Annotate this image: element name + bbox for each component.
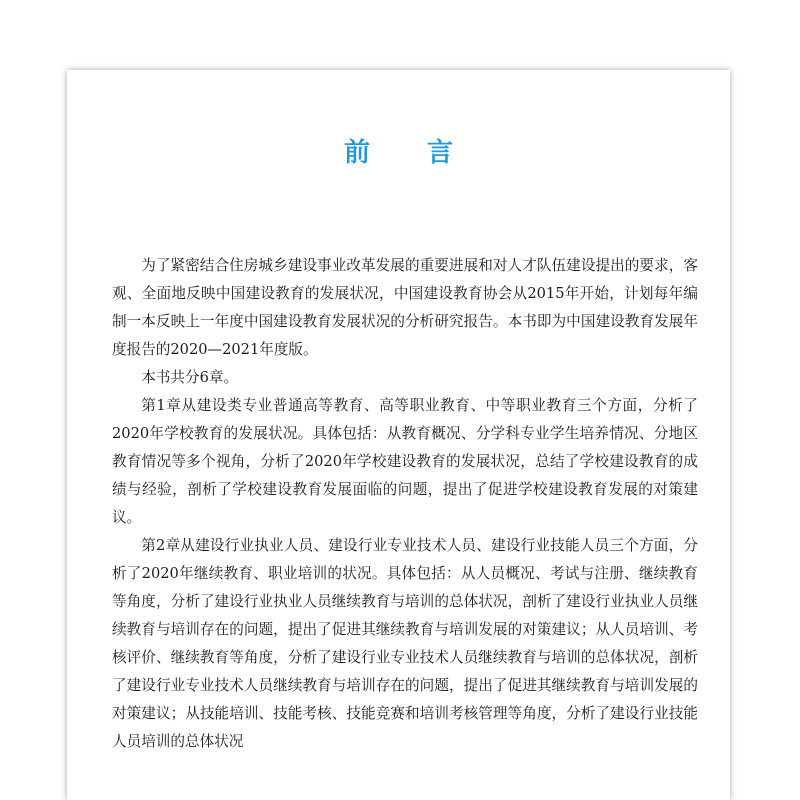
page-title: 前 言 (343, 138, 478, 168)
document-page (67, 70, 730, 800)
paragraph-chapter-2: 第2章从建设行业执业人员、建设行业专业技术人员、建设行业技能人员三个方面，分析了2020年继续教育、职业培训的状况。具体包括：从人员概况、考试与注册、继续教育等角度，分析了建设行业执业人员继续教育与培训的总体状况，剖析了建设行业执业人员继续教育与培训存在的问题，提出了促进其继续教育与培训发展的对策建议；从人员培训、考核评价、继续教育等角度，分析了建设行业专业技术人员继续教育与培训的总体状况，剖析了建设行业专业技术人员继续教育与培训存在的问题，提出了促进其继续教育与培训发展的对策建议；从技能培训、技能考核、技能竞赛和培训考核管理等角度，分析了建设行业技能人员培训的总体状况 (112, 537, 698, 750)
paragraph-chapter-count: 本书共分6章。 (141, 369, 239, 386)
paragraph-intro: 为了紧密结合住房城乡建设事业改革发展的重要进展和对人才队伍建设提出的要求，客观、全面地反映中国建设教育的发展状况，中国建设教育协会从2015年开始，计划每年编制一本反映上一年度中国建设教育发展状况的分析研究报告。本书即为中国建设教育发展年度报告的2020—2021年度版。 (112, 257, 698, 358)
paragraph-chapter-1: 第1章从建设类专业普通高等教育、高等职业教育、中等职业教育三个方面，分析了2020年学校教育的发展状况。具体包括：从教育概况、分学科专业学生培养情况、分地区教育情况等多个视角，分析了2020年学校建设教育的发展状况，总结了学校建设教育的成绩与经验，剖析了学校建设教育发展面临的问题，提出了促进学校建设教育发展的对策建议。 (112, 397, 698, 526)
document-body (112, 252, 698, 756)
